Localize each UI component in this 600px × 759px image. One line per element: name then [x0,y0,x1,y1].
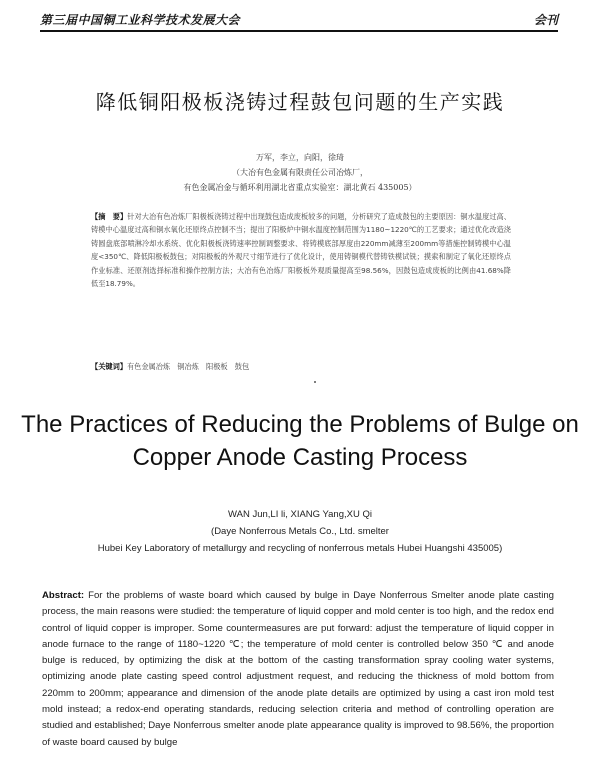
english-affiliation: (Daye Nonferrous Metals Co., Ltd. smelter [211,526,389,537]
chinese-keywords [91,362,511,372]
english-authors: WAN Jun,LI li, XIANG Yang,XU Qi [228,509,372,520]
chinese-authors: 万军，李立，向阳，徐琦 [256,153,344,162]
chinese-keywords-label: 【关键词】 [91,362,127,371]
running-header [40,10,558,32]
chinese-title: 降低铜阳极板浇铸过程鼓包问题的生产实践 [95,90,505,114]
english-laboratory: Hubei Key Laboratory of metallurgy and recycling of nonferrous metals Hubei Huangshi 435005) [97,543,503,554]
english-abstract-label: Abstract: [42,590,85,601]
chinese-laboratory: 有色金属冶金与循环利用湖北省重点实验室：湖北黄石 435005） [183,183,417,192]
chinese-abstract-label: 【摘 要】 [91,212,128,221]
conference-name: 第三届中国铜工业科学技术发展大会 [40,13,241,27]
english-title-line-1: The Practices of Reducing the Problems of Bulge on [21,411,579,438]
english-abstract [42,588,554,751]
english-title-line-2: Copper Anode Casting Process [132,444,468,471]
scan-speck [314,381,316,383]
chinese-abstract-text: 针对大冶有色冶炼厂阳极板浇铸过程中出现鼓包造成废板较多的问题，分析研究了造成鼓包的主要原因：铜水温度过高、铸模中心温度过高和铜水氧化还原终点控制不当；提出了阳极炉中铜水温度控制范围为1180~1220℃的工艺要求；通过优化改造浇铸圆盘底部喷淋冷却水系统、优化阳极板浇铸速率控制调整要求、将铸模底部厚度由220mm减薄至200mm等措施控制铸模中心温度<350℃、降低阳极板鼓包；对阳极板的外观尺寸细节进行了优化设计，使用铸铜模代替铸铁模试铣；摸索和制定了氧化还原终点作业标准、还原剂选择标准和操作控制方法；大冶有色冶炼厂阳极板外观质量提高至98.56%，因鼓包造成废板的比例由41.68%降低至18.79%。 [91,212,511,289]
proceedings-label: 会刊 [533,13,558,27]
english-title [0,408,600,474]
chinese-affiliation: （大冶有色金属有限责任公司冶炼厂， [232,168,368,177]
chinese-abstract [91,210,511,290]
chinese-keywords-text: 有色金属冶炼 铜冶炼 阳极板 鼓包 [126,362,250,371]
english-abstract-text: For the problems of waste board which caused by bulge in Daye Nonferrous Smelter anode plate casting process, the main reasons were studied: the temperature of liquid copper and mold center is too high, and the redox end control of liquid copper is improper. Some countermeasures are put forward: adjust the temperature of liquid copper in anode furnace to the range of 1180~1220 ℃; the temperature of mold center is controlled below 350 ℃ and anode bulge is reduced, by optimizing the disk at the bottom of the casting transformation spray cooling water systems, optimizing anode plate casting speed control adjustment request, and reducing the thickness of mold bottom from 220mm to 200mm; appearance and dimension of the anode plate details are optimized by using a cast iron mold test mold instead; a redox-end operating standards, reducing selection criteria and method of controlling operation are studied and established; Daye Nonferrous smelter anode plate appearance quality is improved to 98.56%, the proportion of waste board caused by bulge [42,590,554,748]
